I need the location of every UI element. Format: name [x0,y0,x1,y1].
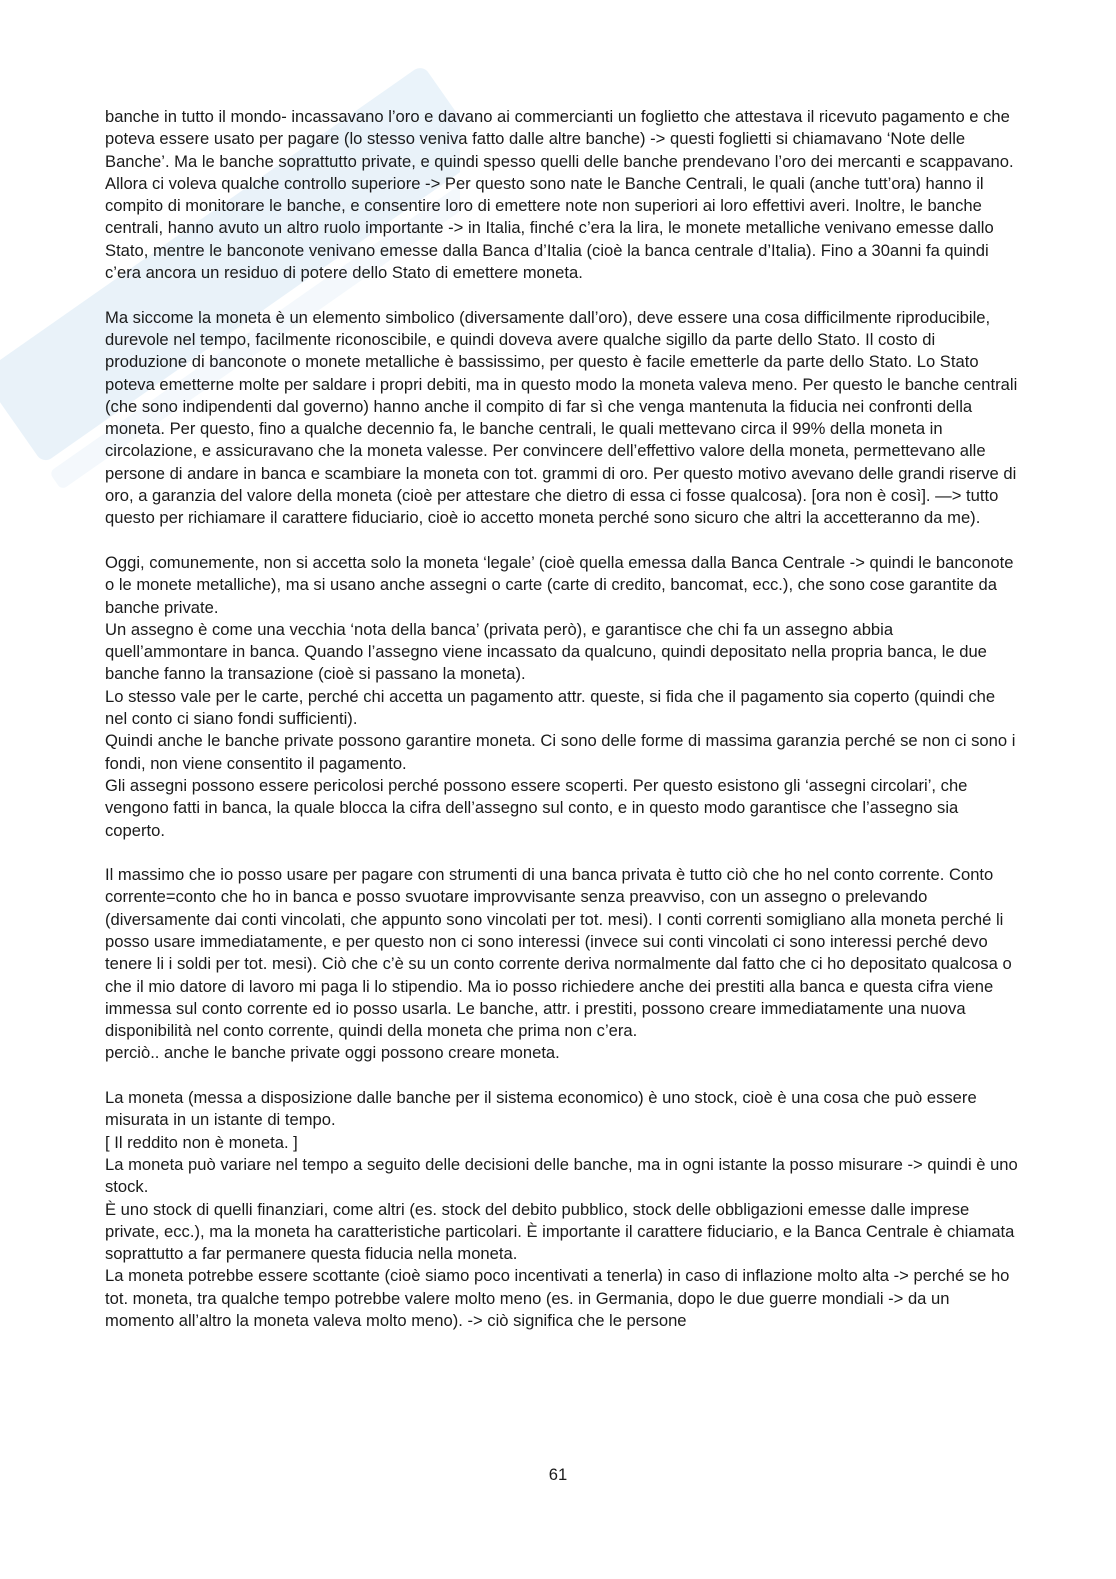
paragraph: Un assegno è come una vecchia ‘nota della banca’ (privata però), e garantisce che chi fa un assegno abbia quell’ammontare in banca. Quando l’assegno viene incassato da qualcuno, quindi depositato nella propria banca, le due banche fanno la transazione (cioè si passano la moneta). [105,619,987,684]
page-body [105,106,1020,1332]
paragraph: È uno stock di quelli finanziari, come altri (es. stock del debito pubblico, stock delle obbligazioni emesse dalle imprese private, ecc.), ma la moneta ha caratteristiche particolari. È importante il carattere fiduciario, e la Banca Centrale è chiamata soprattutto a far permanere questa fiducia nella moneta. [105,1199,1015,1264]
paragraph: Gli assegni possono essere pericolosi perché possono essere scoperti. Per questo esistono gli ‘assegni circolari’, che vengono fatti in banca, la quale blocca la cifra dell’assegno sul conto, e in questo modo garantisce che l’assegno sia coperto. [105,775,968,840]
paragraph: Ma siccome la moneta è un elemento simbolico (diversamente dall’oro), deve essere una cosa difficilmente riproducibile, durevole nel tempo, facilmente riconoscibile, e quindi doveva avere qualche sigillo da parte dello Stato. Il costo di produzione di banconote o monete metalliche è bassissimo, per questo è facile emetterle da parte dello Stato. Lo Stato poteva emetterne molte per saldare i propri debiti, ma in questo modo la moneta valeva meno. Per questo le banche centrali (che sono indipendenti dal governo) hanno anche il compito di far sì che venga mantenuta la fiducia nei confronti della moneta. Per questo, fino a qualche decennio fa, le banche centrali, le quali mettevano circa il 99% della moneta in circolazione, e assicuravano che la moneta valesse. Per convincere dell’effettivo valore della moneta, permettevano alle persone di andare in banca e scambiare la moneta con tot. grammi di oro. Per questo motivo avevano delle grandi riserve di oro, a garanzia del valore della moneta (cioè per attestare che dietro di essa ci fosse qualcosa). [ora non è così]. —> tutto questo per richiamare il carattere fiduciario, cioè io accetto moneta perché sono sicuro che altri la accetteranno da me). [105,307,1018,528]
page-number: 61 [548,1465,568,1484]
paragraph: Il massimo che io posso usare per pagare con strumenti di una banca privata è tutto ciò che ho nel conto corrente. Conto corrente=conto che ho in banca e posso svuotare improvvisante senza preavviso, con un assegno o prelevando (diversamente dai conti vincolati, che appunto sono vincolati per tot. mesi). I conti correnti somigliano alla moneta perché li posso usare immediatamente, e per questo non ci sono interessi (invece sui conti vincolati ci sono interessi perché devo tenere li i soldi per tot. mesi). Ciò che c’è su un conto corrente deriva normalmente dal fatto che ci ho depositato qualcosa o che il mio datore di lavoro mi paga li lo stipendio. Ma io posso richiedere anche dei prestiti alla banca e questa cifra viene immessa sul conto corrente ed io posso usarla. Le banche, attr. i prestiti, possono creare immediatamente una nuova disponibilità nel conto corrente, quindi della moneta che prima non c’era. [105,865,1012,1041]
paragraph: La moneta può variare nel tempo a seguito delle decisioni delle banche, ma in ogni istante la posso misurare -> quindi è uno stock. [105,1154,1018,1197]
paragraph: [ Il reddito non è moneta. ] [105,1132,298,1152]
paragraph: Lo stesso vale per le carte, perché chi accetta un pagamento attr. queste, si fida che il pagamento sia coperto (quindi che nel conto ci siano fondi sufficienti). [105,686,996,729]
paragraph: banche in tutto il mondo- incassavano l’oro e davano ai commercianti un foglietto che attestava il ricevuto pagamento e che poteva essere usato per pagare (lo stesso veniva fatto dalle altre banche) -> questi foglietti si chiamavano ‘Note delle Banche’. Ma le banche soprattutto private, e quindi spesso quelli delle banche prendevano l’oro dei mercanti e scappavano. Allora ci voleva qualche controllo superiore -> Per questo sono nate le Banche Centrali, le quali (anche tutt’ora) hanno il compito di monitorare le banche, e consentire loro di emettere note non superiori ai loro effettivi averi. Inoltre, le banche centrali, hanno avuto un altro ruolo importante -> in Italia, finché c’era la lira, le monete metalliche venivano emesse dallo Stato, mentre le banconote venivano emesse dalla Banca d’Italia (cioè la banca centrale d’Italia). Fino a 30anni fa quindi c’era ancora un residuo di potere dello Stato di emettere moneta. [105,107,1014,283]
paragraph: perciò.. anche le banche private oggi possono creare moneta. [105,1043,560,1063]
paragraph: Oggi, comunemente, non si accetta solo la moneta ‘legale’ (cioè quella emessa dalla Banca Centrale -> quindi le banconote o le monete metalliche), ma si usano anche assegni o carte (carte di credito, bancomat, ecc.), che sono cose garantite da banche private. [105,552,1014,617]
paragraph: Quindi anche le banche private possono garantire moneta. Ci sono delle forme di massima garanzia perché se non ci sono i fondi, non viene consentito il pagamento. [105,731,1016,773]
paragraph: La moneta (messa a disposizione dalle banche per il sistema economico) è uno stock, cioè è una cosa che può essere misurata in un istante di tempo. [105,1088,977,1130]
paragraph: La moneta potrebbe essere scottante (cioè siamo poco incentivati a tenerla) in caso di inflazione molto alta -> perché se ho tot. moneta, tra qualche tempo potrebbe valere molto meno (es. in Germania, dopo le due guerre mondiali -> da un momento all’altro la moneta valeva molto meno). -> ciò significa che le persone [105,1266,1010,1331]
